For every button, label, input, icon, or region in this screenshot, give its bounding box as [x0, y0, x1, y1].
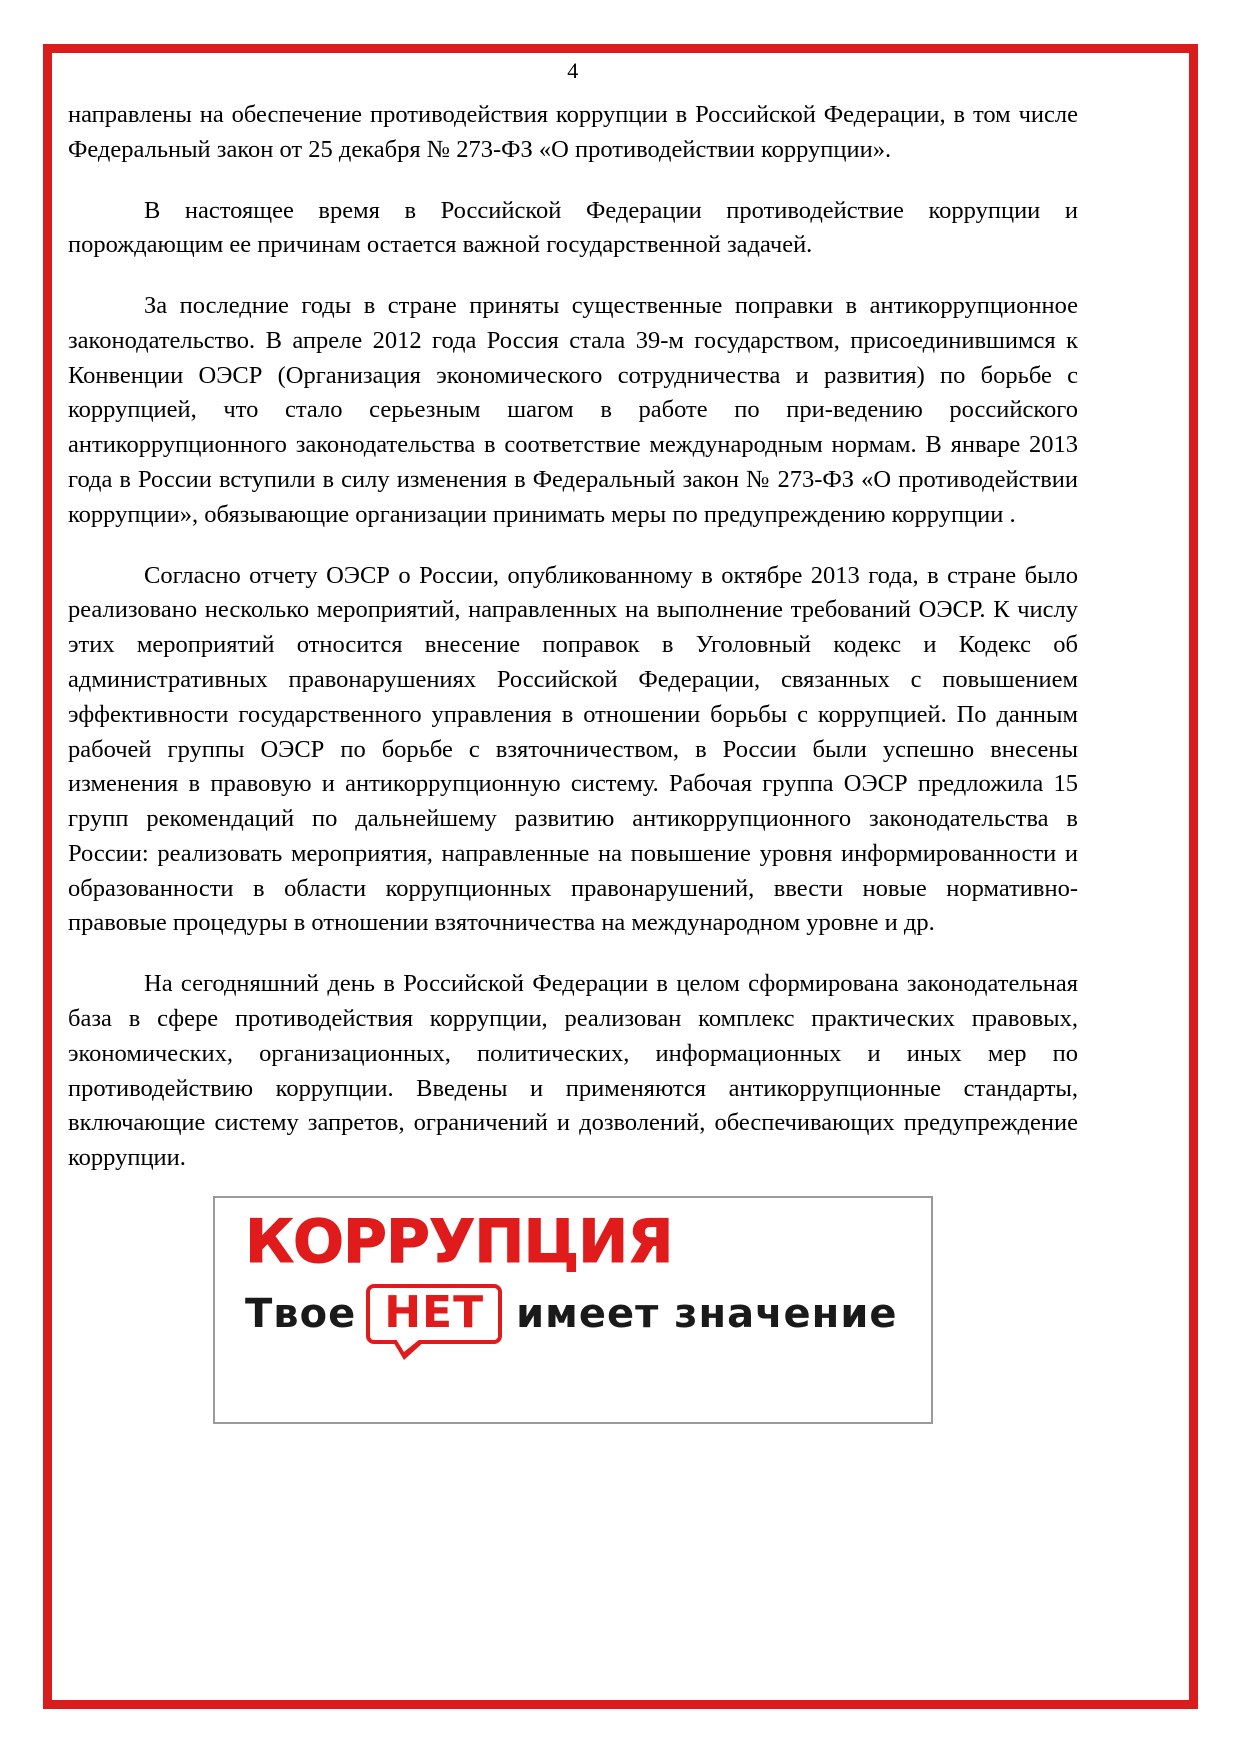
- body-paragraph-2: В настоящее время в Российской Федерации противодействие коррупции и порождающим ее причинам остается важной государственной задачей.: [68, 196, 1078, 259]
- page-number: 4: [567, 58, 579, 83]
- anticorruption-poster-image: [213, 1196, 933, 1424]
- poster-container: [68, 1196, 1078, 1424]
- poster-speech-bubble-icon: [366, 1284, 502, 1344]
- body-paragraph-5: На сегодняшний день в Российской Федерации в целом сформирована законодательная база в сфере противодействия коррупции, реализован комплекс практических правовых, экономических, организационных, политических, информационных и иных мер по противодействию коррупции. Введены и применяются антикоррупционные стандарты, включающие систему запретов, ограничений и дозволений, обеспечивающих предупреждение коррупции.: [68, 970, 1078, 1172]
- poster-inner: [215, 1198, 931, 1422]
- poster-word-net: НЕТ: [384, 1286, 485, 1338]
- body-paragraph-1: направлены на обеспечение противодействия коррупции в Российской Федерации, в том числе Федеральный закон от 25 декабря № 273-ФЗ «О противодействии коррупции».: [68, 101, 1078, 163]
- poster-title-text: КОРРУПЦИЯ: [245, 1206, 673, 1277]
- poster-slogan-row: [245, 1284, 913, 1344]
- page-content: [68, 58, 1078, 1424]
- poster-word-tvoe: Твое: [245, 1290, 357, 1337]
- poster-word-tail: имеет значение: [516, 1290, 898, 1337]
- body-paragraph-3: За последние годы в стране приняты существенные поправки в антикоррупционное законодательство. В апреле 2012 года Россия стала 39-м государством, присоединившимся к Конвенции ОЭСР (Организация экономического сотрудничества и развития) по борьбе с коррупцией, что стало серьезным шагом в работе по при-ведению российского антикоррупционного законодательства в соответствие международным нормам. В январе 2013 года в России вступили в силу изменения в Федеральный закон № 273-ФЗ «О противодействии коррупции», обязывающие организации принимать меры по предупреждению коррупции .: [68, 292, 1078, 528]
- body-paragraph-4: Согласно отчету ОЭСР о России, опубликованному в октябре 2013 года, в стране было реализовано несколько мероприятий, направленных на выполнение требований ОЭСР. К числу этих мероприятий относится внесение поправок в Уголовный кодекс и Кодекс об административных правонарушениях Российской Федерации, связанных с повышением эффективности государственного управления в отношении борьбы с коррупцией. По данным рабочей группы ОЭСР по борьбе с взяточничеством, в России были успешно внесены изменения в правовую и антикоррупционную систему. Рабочая группа ОЭСР предложила 15 групп рекомендаций по дальнейшему развитию антикоррупционного законодательства в России: реализовать мероприятия, направленные на повышение уровня информированности и образованности в области коррупционных правонарушений, ввести новые нормативно-правовые процедуры в отношении взяточничества на международном уровне и др.: [68, 561, 1078, 937]
